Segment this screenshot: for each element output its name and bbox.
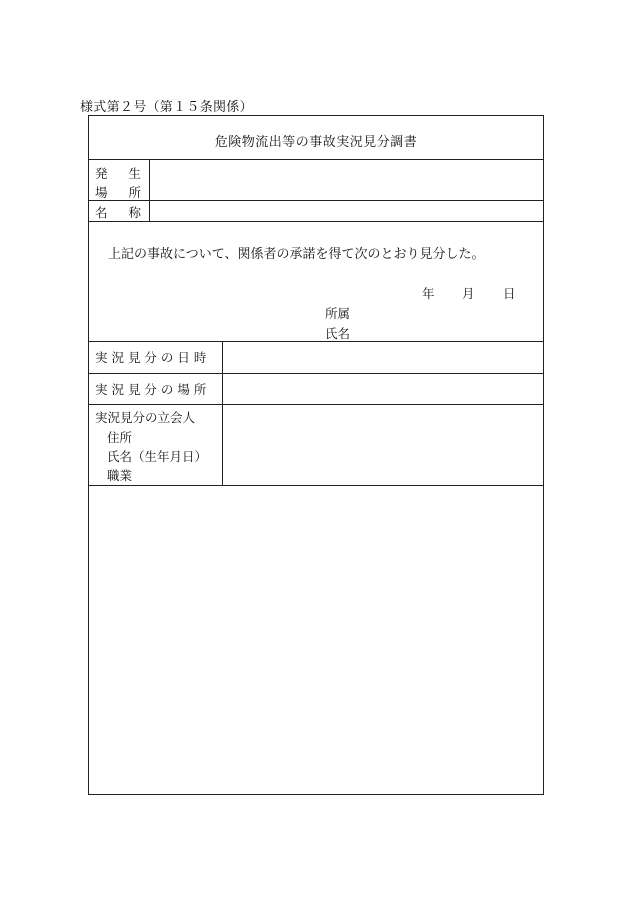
location-field[interactable] — [150, 160, 543, 200]
date-day: 日 — [503, 286, 516, 301]
affiliation-label: 所属 — [325, 306, 351, 321]
accident-inspection-form — [88, 115, 544, 795]
witness-occupation-label: 職業 — [107, 468, 133, 483]
witness-address-label: 住所 — [107, 430, 133, 445]
facility-name-field[interactable] — [150, 201, 543, 221]
inspection-datetime-field[interactable] — [223, 342, 543, 373]
date-month: 月 — [462, 286, 475, 301]
statement-text: 上記の事故について、関係者の承諾を得て次のとおり見分した。 — [108, 247, 485, 262]
divider-name — [89, 221, 543, 222]
witness-field[interactable] — [223, 405, 543, 485]
form-number-label: 様式第２号（第１５条関係） — [80, 100, 253, 115]
form-title: 危険物流出等の事故実況見分調書 — [214, 135, 418, 150]
location-label-line1: 発 生 — [95, 166, 141, 181]
witness-label: 実況見分の立会人 — [95, 410, 196, 425]
location-label-line2: 場 所 — [95, 185, 141, 200]
examiner-name-label: 氏名 — [325, 326, 351, 341]
inspection-datetime-label: 実 況 見 分 の 日 時 — [95, 350, 207, 365]
inspection-details-area[interactable] — [89, 486, 543, 794]
witness-name-birthdate-label: 氏名（生年月日） — [107, 449, 208, 464]
inspection-place-label: 実 況 見 分 の 場 所 — [95, 382, 207, 397]
inspection-place-field[interactable] — [223, 374, 543, 404]
name-label: 名 称 — [95, 205, 141, 220]
date-year: 年 — [422, 286, 435, 301]
